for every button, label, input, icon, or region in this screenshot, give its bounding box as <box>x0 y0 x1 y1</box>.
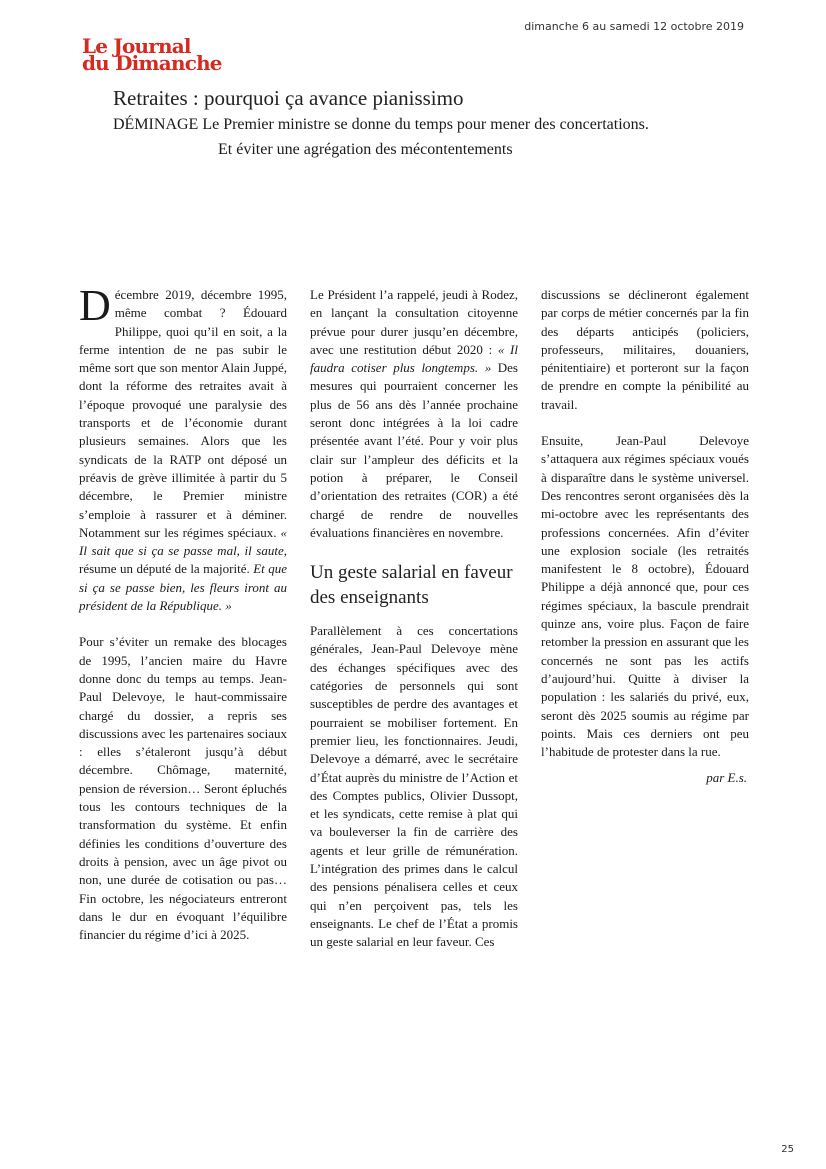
quote-3: « Il faudra cotiser plus longtemps. » <box>310 341 518 376</box>
logo-line-1: Le Journal <box>82 34 191 58</box>
paragraph-2: Pour s’éviter un remake des blocages de 1995, l’ancien maire du Havre donne donc du temps au temps. Jean-Paul Delevoye, le haut-commissaire chargé du dossier, a repris ses discussions avec les partenaires sociaux : elles s’étaleront jusqu’à début décembre. Chômage, maternité, pension de réversion… Seront épluchés tous les contours techniques de la transformation du système. Et enfin définies les conditions d’ouverture des droits à pension, avec un âge pivot ou non, une durée de cotisation ou pas… Fin octobre, les négociateurs entreront dans le dur en évoquant l’équilibre financier du régime d’ici à 2025. <box>79 634 287 943</box>
drop-cap: D <box>79 281 111 330</box>
paragraph-4-continued: discussions se déclineront également par corps de métier concernés par la fin des départs anticipés (policiers, professeurs, militaires, douaniers, pénitentiaire) et porteront sur la façon de prendre en compte la pénibilité au travail. <box>541 287 749 412</box>
paragraph-1 <box>79 281 287 615</box>
article-deck-line-2: Et éviter une agrégation des mécontentements <box>218 141 513 158</box>
paragraph-3-text-a: Le Président l’a rappelé, jeudi à Rodez, en lançant la consultation citoyenne prévue pour durer jusqu’en décembre, avec une restitution début 2020 : <box>310 287 518 357</box>
paragraph-3-text-b: Des mesures qui pourraient concerner les plus de 56 ans dès l’année prochaine seront donc intégrées à la loi cadre présentée avant l’été. Pour y voir plus clair sur l’ampleur des déficits et la potion à préparer, le Conseil d’orientation des retraites (COR) a été chargé de rendre de nouvelles évaluations financières en novembre. <box>310 360 518 540</box>
paragraph-1-text-a: écembre 2019, décembre 1995, même combat ? Édouard Philippe, quoi qu’il en soit, a la ferme intention de ne pas subir le même sort que son mentor Alain Juppé, dont la réforme des retraites avait à l’époque provoqué une paralysie des transports et de l’économie durant plusieurs semaines. Alors que les syndicats de la RATP ont déposé un préavis de grève illimitée à partir du 5 décembre, le Premier ministre s’emploie à rassurer et à déminer. Notamment sur les régimes spéciaux. <box>79 287 287 540</box>
newspaper-logo <box>82 34 222 75</box>
author-byline: par E.s. <box>706 770 747 786</box>
article-headline: Retraites : pourquoi ça avance pianissimo <box>113 86 464 110</box>
paragraph-4: Parallèlement à ces concertations générales, Jean-Paul Delevoye mène des échanges spécifiques avec des catégories de personnels qui sont susceptibles de perdre des avantages et pourraient se mobiliser fortement. En premier lieu, les fonctionnaires. Jeudi, Delevoye a démarré, avec le secrétaire d’État auprès du ministre de l’Action et des Comptes publics, Olivier Dussopt, et les syndicats, cette remise à plat qui va bouleverser la fin de carrière des agents et leur grille de rémunération. L’intégration des primes dans le calcul des pensions pénalisera celles et ceux qui n’en perçoivent pas, tels les enseignants. Le chef de l’État a promis un geste salarial en leur faveur. Ces <box>310 623 518 950</box>
issue-date: dimanche 6 au samedi 12 octobre 2019 <box>524 20 744 33</box>
article-deck-line-1: DÉMINAGE Le Premier ministre se donne du temps pour mener des concertations. <box>113 116 649 133</box>
paragraph-5: Ensuite, Jean-Paul Delevoye s’attaquera aux régimes spéciaux voués à disparaître dans le système universel. Des rencontres seront organisées dès la mi-octobre avec les représentants des professions concernées. Afin d’éviter une explosion sociale (les retraités manifestent le 8 octobre), Édouard Philippe a déjà annoncé que, pour ces régimes spéciaux, la bascule prendrait quinze ans, voire plus. Façon de faire retomber la pression en assurant que les concernés ne sont pas les actifs d’aujourd’hui. Quitte à diviser la population : les salariés du privé, eux, seront dès 2025 soumis au régime par points. Mais ces derniers ont peu l’habitude de protester dans la rue. <box>541 433 749 760</box>
article-subheading: Un geste salarial en faveur des enseignants <box>310 562 513 609</box>
paragraph-3 <box>310 286 518 542</box>
article-column-2 <box>310 286 518 952</box>
paragraph-1-text-b: résume un député de la majorité. <box>79 561 254 577</box>
article-column-1 <box>79 281 287 944</box>
quote-2: Et que si ça se passe bien, les fleurs iront au président de la République. » <box>79 561 287 614</box>
page-number: 25 <box>781 1144 794 1155</box>
quote-1: « Il sait que si ça se passe mal, il saute, <box>79 524 287 559</box>
article-column-3 <box>541 286 749 788</box>
logo-line-2: du Dimanche <box>82 51 222 75</box>
